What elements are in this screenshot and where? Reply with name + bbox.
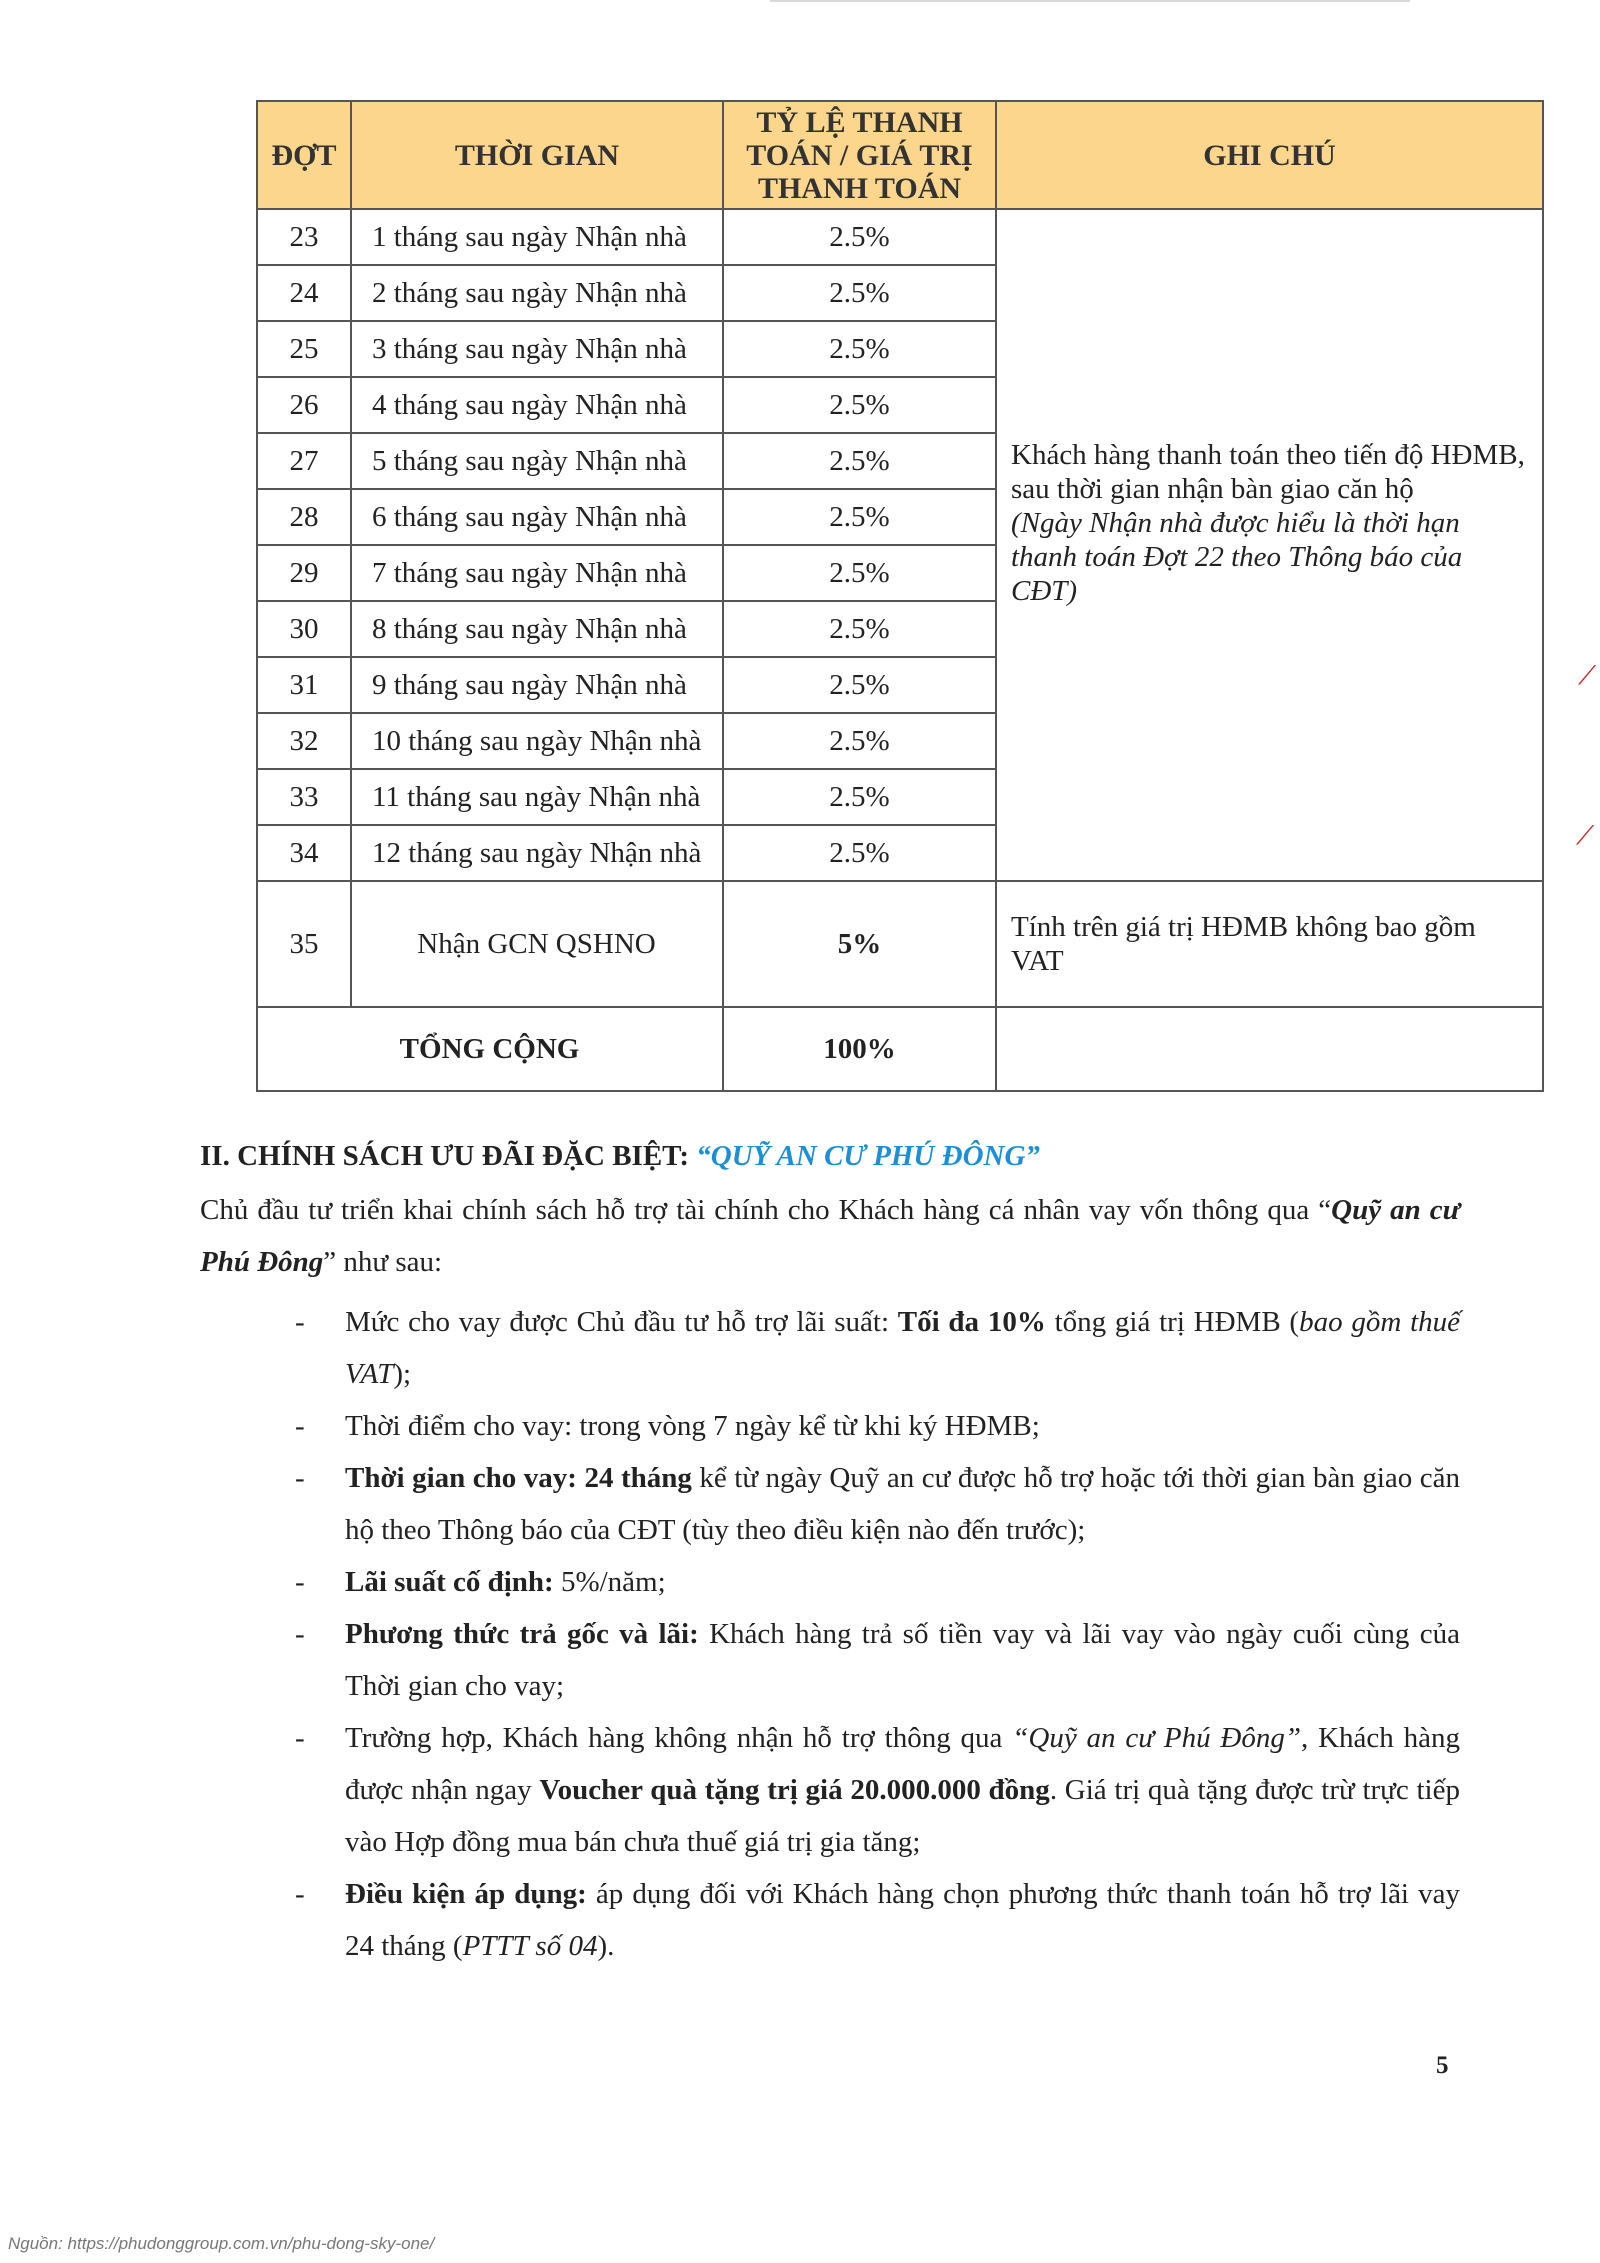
header-dot: ĐỢT <box>257 101 351 209</box>
row-time: 11 tháng sau ngày Nhận nhà <box>351 769 723 825</box>
row-num: 32 <box>257 713 351 769</box>
row-time: 7 tháng sau ngày Nhận nhà <box>351 545 723 601</box>
row-num: 27 <box>257 433 351 489</box>
row-time: 6 tháng sau ngày Nhận nhà <box>351 489 723 545</box>
item-bold: Tối đa 10% <box>897 1306 1046 1338</box>
row-rate: 2.5% <box>723 657 996 713</box>
total-label: TỔNG CỘNG <box>257 1007 723 1091</box>
row-time: 10 tháng sau ngày Nhận nhà <box>351 713 723 769</box>
row-time: 5 tháng sau ngày Nhận nhà <box>351 433 723 489</box>
row-rate: 2.5% <box>723 489 996 545</box>
row-rate: 2.5% <box>723 433 996 489</box>
group-note-plain: Khách hàng thanh toán theo tiến độ HĐMB, sau thời gian nhận bàn giao căn hộ <box>1011 439 1525 505</box>
item-text: kể từ ngày Quỹ an cư được hỗ trợ hoặc tới thời gian bàn giao căn hộ theo Thông báo của CĐT (tùy theo điều kiện nào đến trước); <box>345 1462 1461 1546</box>
row-rate: 2.5% <box>723 377 996 433</box>
row-rate: 5% <box>723 881 996 1007</box>
list-item: - Thời gian cho vay: 24 tháng kể từ ngày Quỹ an cư được hỗ trợ hoặc tới thời gian bàn giao căn hộ theo Thông báo của CĐT (tùy theo điều kiện nào đến trước); <box>295 1462 1461 1546</box>
item-italic: “Quỹ an cư Phú Đông” <box>1012 1722 1302 1754</box>
row-rate: 2.5% <box>723 265 996 321</box>
item-bold: Phương thức trả gốc và lãi: <box>345 1618 699 1650</box>
item-text: . Giá trị quà tặng được trừ trực tiếp vào Hợp đồng mua bán chưa thuế giá trị gia tăng; <box>345 1774 1460 1858</box>
list-item: - Điều kiện áp dụng: áp dụng đối với Khách hàng chọn phương thức thanh toán hỗ trợ lãi vay 24 tháng (PTTT số 04). <box>295 1878 1460 1962</box>
section-intro <box>200 1184 1460 1288</box>
row-num: 25 <box>257 321 351 377</box>
row-rate: 2.5% <box>723 209 996 265</box>
row-num: 26 <box>257 377 351 433</box>
item-text: Trường hợp, Khách hàng không nhận hỗ trợ thông qua <box>345 1722 1013 1754</box>
row-time: 1 tháng sau ngày Nhận nhà <box>351 209 723 265</box>
row-rate: 2.5% <box>723 825 996 881</box>
row-time: 8 tháng sau ngày Nhận nhà <box>351 601 723 657</box>
header-rate: TỶ LỆ THANH TOÁN / GIÁ TRỊ THANH TOÁN <box>723 101 996 209</box>
intro-part-c: ” như sau: <box>323 1246 443 1278</box>
row-time: 9 tháng sau ngày Nhận nhà <box>351 657 723 713</box>
item-text: 5%/năm; <box>553 1566 666 1598</box>
policy-list <box>200 1296 1460 1972</box>
row-rate: 2.5% <box>723 713 996 769</box>
list-item: - Phương thức trả gốc và lãi: Khách hàng trả số tiền vay và lãi vay vào ngày cuối cùng của Thời gian cho vay; <box>295 1618 1460 1702</box>
list-item: - Lãi suất cố định: 5%/năm; <box>295 1566 666 1598</box>
row-time: 2 tháng sau ngày Nhận nhà <box>351 265 723 321</box>
intro-fund-name: Quỹ an cư Phú Đông <box>200 1194 1460 1278</box>
total-note <box>996 1007 1543 1091</box>
row-time: 12 tháng sau ngày Nhận nhà <box>351 825 723 881</box>
item-italic: bao gồm thuế VAT <box>345 1306 1460 1390</box>
special-policy-section <box>200 1130 1460 1972</box>
row-num: 30 <box>257 601 351 657</box>
list-item: - Trường hợp, Khách hàng không nhận hỗ trợ thông qua “Quỹ an cư Phú Đông”, Khách hàng được nhận ngay Voucher quà tặng trị giá 20.000.000 đồng. Giá trị quà tặng được trừ trực tiếp vào Hợp đồng mua bán chưa thuế giá trị gia tăng; <box>295 1722 1460 1858</box>
page-number: 5 <box>1436 2052 1449 2079</box>
table-total-row <box>257 1007 1543 1091</box>
total-rate: 100% <box>723 1007 996 1091</box>
section-heading-text: II. CHÍNH SÁCH ƯU ĐÃI ĐẶC BIỆT: <box>200 1140 697 1172</box>
margin-stamp-fragment: ⟋ <box>1576 820 1595 850</box>
source-note: Nguồn: https://phudonggroup.com.vn/phu-dong-sky-one/ <box>8 2234 435 2253</box>
item-text: , Khách hàng được nhận ngay <box>345 1722 1460 1806</box>
row-rate: 2.5% <box>723 769 996 825</box>
item-bold: Lãi suất cố định: <box>345 1566 554 1598</box>
row-note: Tính trên giá trị HĐMB không bao gồm VAT <box>996 881 1543 1007</box>
row-rate: 2.5% <box>723 545 996 601</box>
top-rule <box>770 0 1410 2</box>
section-heading-quote: “QUỸ AN CƯ PHÚ ĐÔNG” <box>696 1140 1040 1172</box>
list-item: - Thời điểm cho vay: trong vòng 7 ngày kể từ khi ký HĐMB; <box>295 1410 1040 1442</box>
row-num: 23 <box>257 209 351 265</box>
item-bold: Voucher quà tặng trị giá 20.000.000 đồng <box>539 1774 1050 1806</box>
item-text: ); <box>393 1358 412 1390</box>
item-italic: PTTT số 04 <box>462 1930 598 1962</box>
list-item: - Mức cho vay được Chủ đầu tư hỗ trợ lãi suất: Tối đa 10% tổng giá trị HĐMB (bao gồm thuế VAT); <box>295 1306 1460 1390</box>
row-num: 29 <box>257 545 351 601</box>
group-note <box>996 209 1543 881</box>
table-row <box>257 209 1543 265</box>
item-text: áp dụng đối với Khách hàng chọn phương thức thanh toán hỗ trợ lãi vay 24 tháng ( <box>345 1878 1460 1962</box>
group-note-italic: (Ngày Nhận nhà được hiểu là thời hạn thanh toán Đợt 22 theo Thông báo của CĐT) <box>1011 507 1463 607</box>
section-heading <box>200 1130 1460 1182</box>
item-text: Mức cho vay được Chủ đầu tư hỗ trợ lãi suất: <box>345 1306 898 1338</box>
table-header-row <box>257 101 1543 209</box>
row-time: 3 tháng sau ngày Nhận nhà <box>351 321 723 377</box>
header-note: GHI CHÚ <box>996 101 1543 209</box>
table-row-35 <box>257 881 1543 1007</box>
item-text: ). <box>597 1930 615 1962</box>
row-num: 24 <box>257 265 351 321</box>
header-time: THỜI GIAN <box>351 101 723 209</box>
item-bold: Điều kiện áp dụng: <box>345 1878 587 1910</box>
item-text: tổng giá trị HĐMB ( <box>1045 1306 1300 1338</box>
margin-stamp-fragment: ⟋ <box>1578 660 1597 690</box>
row-num: 31 <box>257 657 351 713</box>
item-text: Khách hàng trả số tiền vay và lãi vay vào ngày cuối cùng của Thời gian cho vay; <box>345 1618 1460 1702</box>
row-num: 33 <box>257 769 351 825</box>
row-num: 28 <box>257 489 351 545</box>
item-text: Thời điểm cho vay: trong vòng 7 ngày kể từ khi ký HĐMB; <box>345 1410 1040 1442</box>
row-rate: 2.5% <box>723 321 996 377</box>
row-time: Nhận GCN QSHNO <box>351 881 723 1007</box>
payment-schedule-table <box>256 100 1544 1092</box>
row-rate: 2.5% <box>723 601 996 657</box>
row-num: 35 <box>257 881 351 1007</box>
intro-part-a: Chủ đầu tư triển khai chính sách hỗ trợ tài chính cho Khách hàng cá nhân vay vốn thông qua “ <box>200 1194 1332 1226</box>
row-time: 4 tháng sau ngày Nhận nhà <box>351 377 723 433</box>
item-bold: Thời gian cho vay: 24 tháng <box>345 1462 692 1494</box>
row-num: 34 <box>257 825 351 881</box>
